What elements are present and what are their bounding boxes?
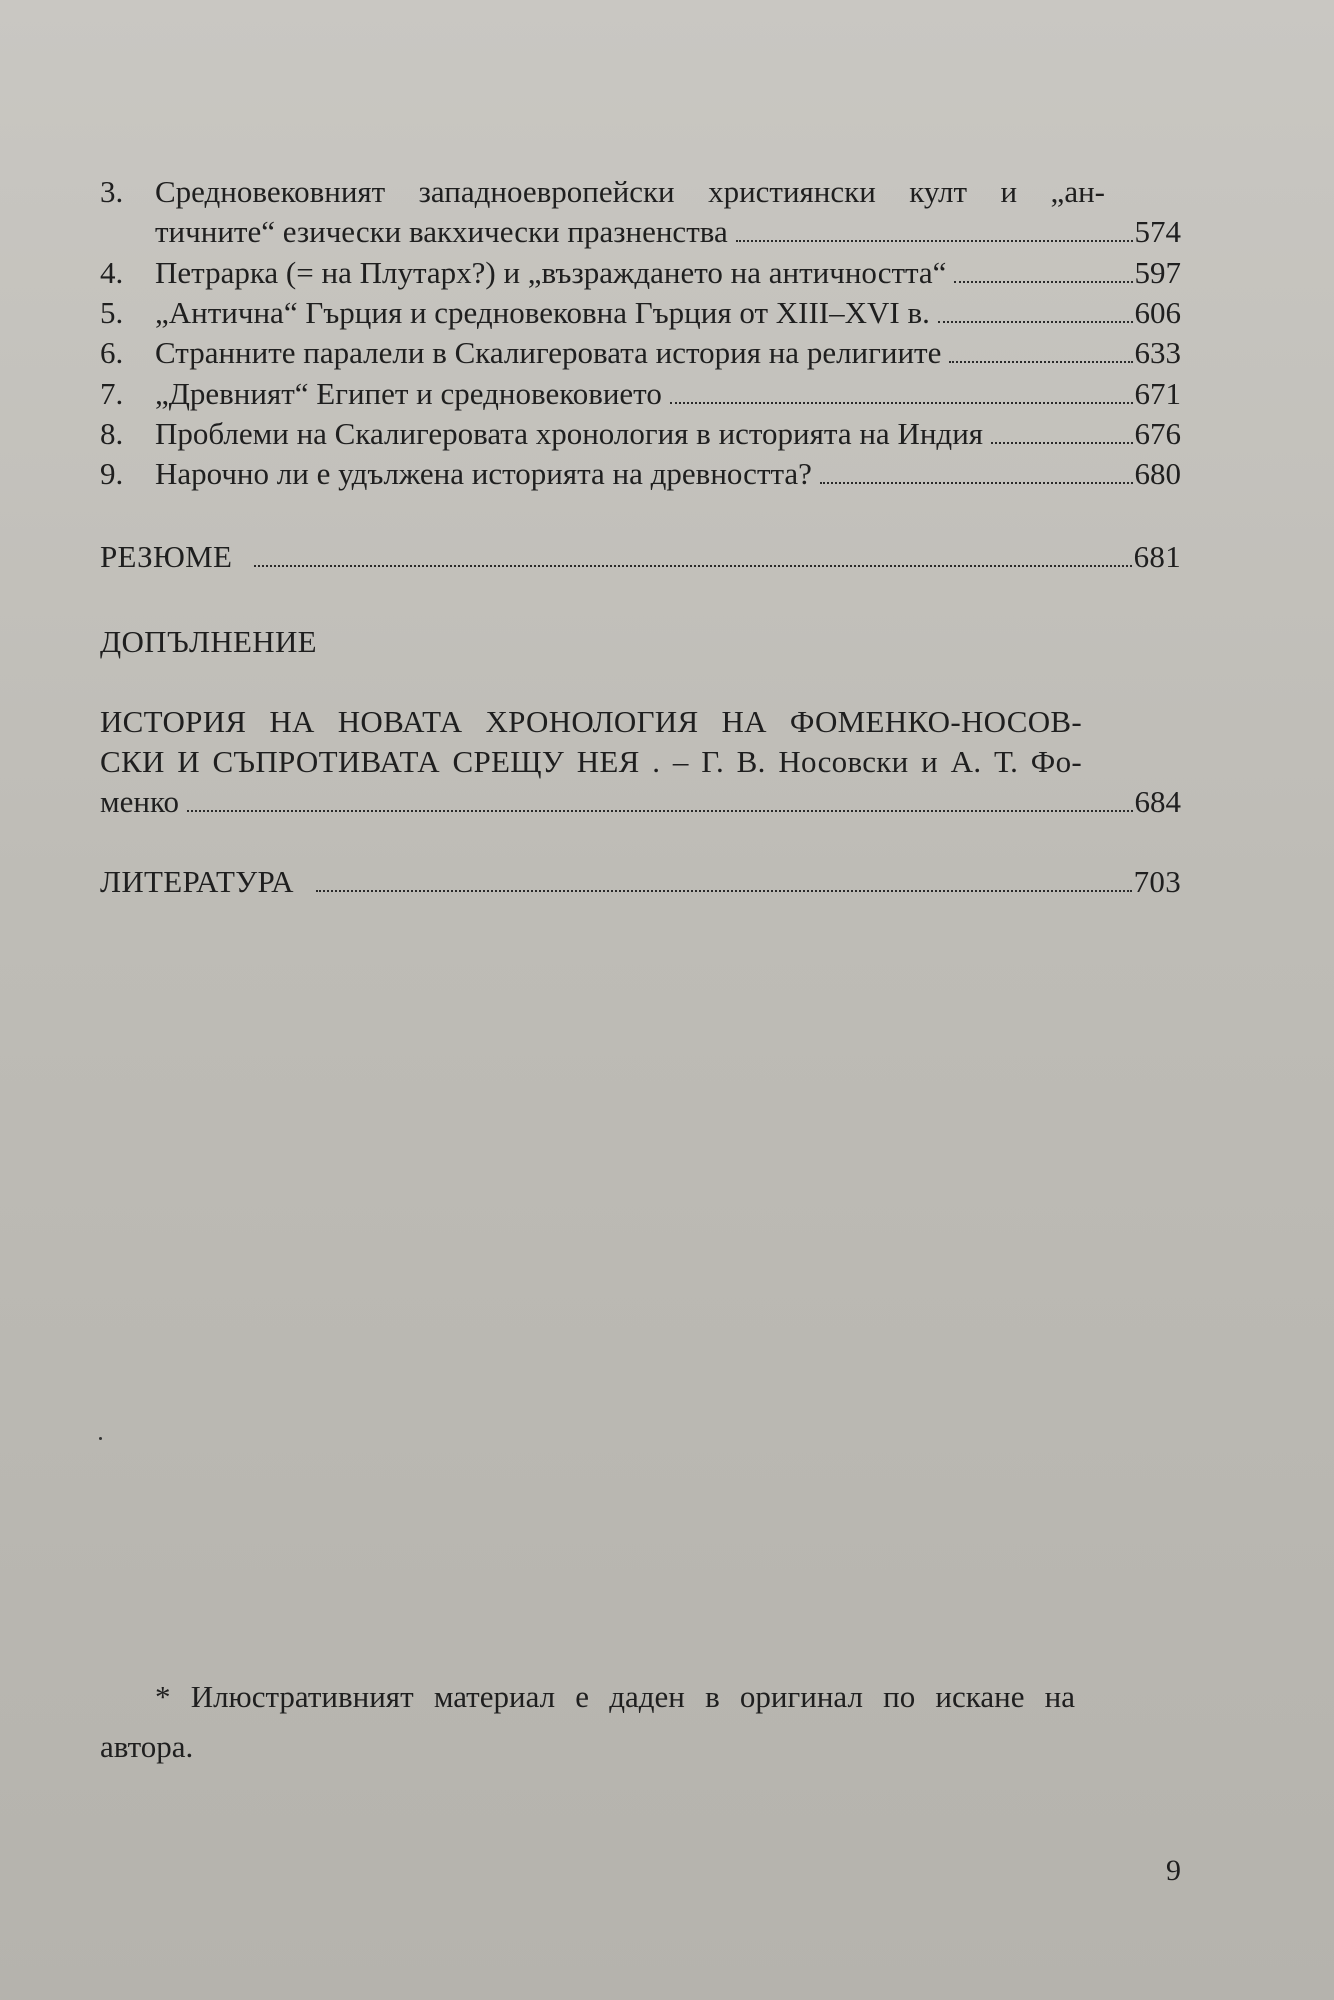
toc-appendix-heading: ДОПЪЛНЕНИЕ [100, 624, 317, 659]
toc-item-title: Средновековният западноевропейски християнски култ и „ан- [155, 174, 1105, 209]
toc-item-7 [100, 374, 1181, 414]
toc-item-8 [100, 414, 1181, 454]
leader-dots [254, 565, 1131, 567]
toc-item-number: 4. [100, 255, 124, 290]
toc-page-number: 606 [1134, 295, 1181, 330]
toc-item-title: Проблеми на Скалигеровата хронология в историята на Индия [155, 416, 984, 451]
toc-section-title: ЛИТЕРАТУРА [100, 864, 294, 899]
toc-summary [100, 537, 1181, 577]
leader-dots [187, 810, 1133, 812]
leader-dots [670, 402, 1133, 404]
toc-item-title: „Антична“ Гърция и средновековна Гърция от XIII–XVI в. [155, 295, 930, 330]
toc-item-5 [100, 293, 1181, 333]
toc-history-line-3 [100, 782, 1181, 822]
leader-dots [991, 442, 1132, 444]
toc-page-number: 684 [1134, 784, 1181, 819]
toc-page-number: 676 [1134, 416, 1181, 451]
toc-history-line-2: СКИ И СЪПРОТИВАТА СРЕЩУ НЕЯ . – Г. В. Носовски и А. Т. Фо- [100, 744, 1082, 779]
leader-dots [938, 321, 1133, 323]
footnote-line-2: автора. [100, 1729, 194, 1764]
toc-item-4 [100, 253, 1181, 293]
toc-item-title: Нарочно ли е удължена историята на древността? [155, 456, 812, 491]
toc-item-title: тичните“ езически вакхически празненства [155, 214, 728, 249]
toc-item-number: 8. [100, 416, 124, 451]
toc-page-number: 671 [1134, 376, 1181, 411]
toc-page-number: 680 [1134, 456, 1181, 491]
toc-item-number: 5. [100, 295, 124, 330]
toc-page-number: 597 [1134, 255, 1181, 290]
toc-section-title: РЕЗЮМЕ [100, 539, 233, 574]
leader-dots [316, 890, 1132, 892]
toc-page-number: 681 [1133, 539, 1181, 574]
toc-item-number: 9. [100, 456, 124, 491]
toc-item-title: Петрарка (= на Плутарх?) и „възраждането на античността“ [155, 255, 947, 290]
print-speck [99, 1437, 102, 1440]
toc-item-title: Странните паралели в Скалигеровата история на религиите [155, 335, 942, 370]
toc-section-title: менко [100, 784, 179, 819]
toc-item-number: 3. [100, 174, 124, 209]
toc-page-number: 703 [1133, 864, 1181, 899]
page-number: 9 [1166, 1854, 1181, 1887]
toc-item-6 [100, 333, 1181, 373]
toc-literature [100, 862, 1181, 902]
toc-page-number: 574 [1134, 214, 1181, 249]
leader-dots [949, 361, 1132, 363]
leader-dots [736, 240, 1133, 242]
footnote-line-1: * Илюстративният материал е даден в оригинал по искане на [155, 1679, 1075, 1714]
toc-item-3 [100, 172, 1105, 212]
toc-history-line-1: ИСТОРИЯ НА НОВАТА ХРОНОЛОГИЯ НА ФОМЕНКО-НОСОВ- [100, 704, 1082, 739]
toc-item-number: 6. [100, 335, 124, 370]
toc-item-9 [100, 454, 1181, 494]
toc-item-title: „Древният“ Египет и средновековието [155, 376, 662, 411]
leader-dots [820, 482, 1133, 484]
toc-item-3-continuation [155, 212, 1181, 252]
leader-dots [954, 281, 1132, 283]
toc-page-number: 633 [1134, 335, 1181, 370]
toc-item-number: 7. [100, 376, 124, 411]
